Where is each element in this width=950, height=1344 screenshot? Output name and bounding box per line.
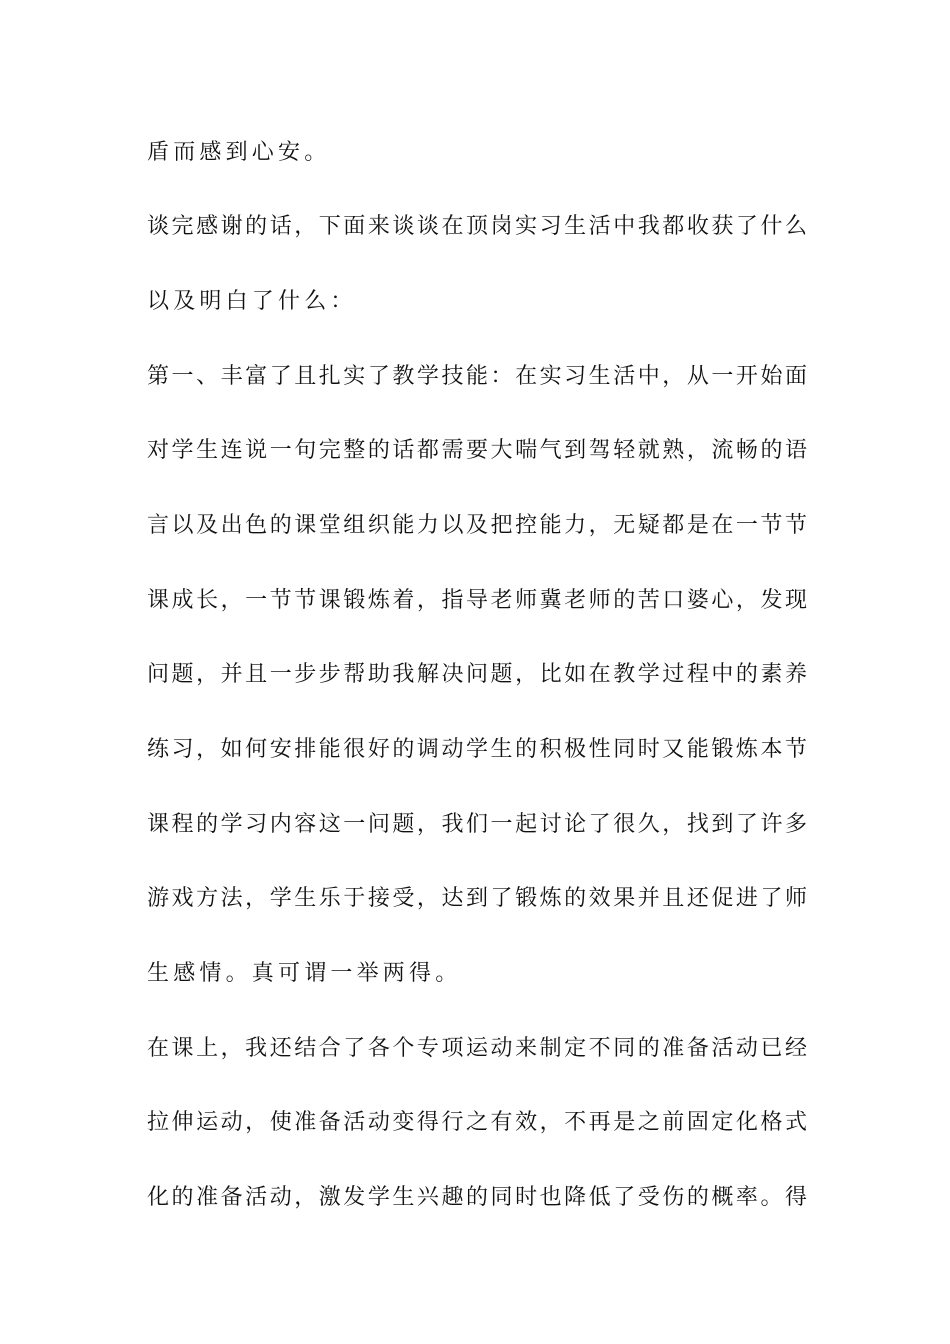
text-line: 生感情。真可谓一举两得。 — [147, 961, 462, 986]
text-line: 第一、丰富了且扎实了教学技能：在实习生活中，从一开始面 — [147, 364, 807, 389]
text-line: 游戏方法，学生乐于接受，达到了锻炼的效果并且还促进了师 — [147, 886, 807, 911]
text-line: 以及明白了什么： — [147, 289, 357, 314]
text-line: 在课上，我还结合了各个专项运动来制定不同的准备活动已经 — [147, 1036, 807, 1061]
text-line: 谈完感谢的话，下面来谈谈在顶岗实习生活中我都收获了什么 — [147, 214, 807, 239]
text-line: 问题，并且一步步帮助我解决问题，比如在教学过程中的素养 — [147, 662, 807, 687]
text-line: 盾而感到心安。 — [147, 140, 331, 165]
text-line: 课成长，一节节课锻炼着，指导老师冀老师的苦口婆心，发现 — [147, 588, 807, 613]
text-line: 拉伸运动，使准备活动变得行之有效，不再是之前固定化格式 — [147, 1110, 807, 1135]
text-line: 练习，如何安排能很好的调动学生的积极性同时又能锻炼本节 — [147, 737, 807, 762]
text-line: 言以及出色的课堂组织能力以及把控能力，无疑都是在一节节 — [147, 513, 807, 538]
text-line: 对学生连说一句完整的话都需要大喘气到驾轻就熟，流畅的语 — [147, 438, 807, 463]
text-line: 化的准备活动，激发学生兴趣的同时也降低了受伤的概率。得 — [147, 1185, 807, 1210]
text-line: 课程的学习内容这一问题，我们一起讨论了很久，找到了许多 — [147, 812, 807, 837]
